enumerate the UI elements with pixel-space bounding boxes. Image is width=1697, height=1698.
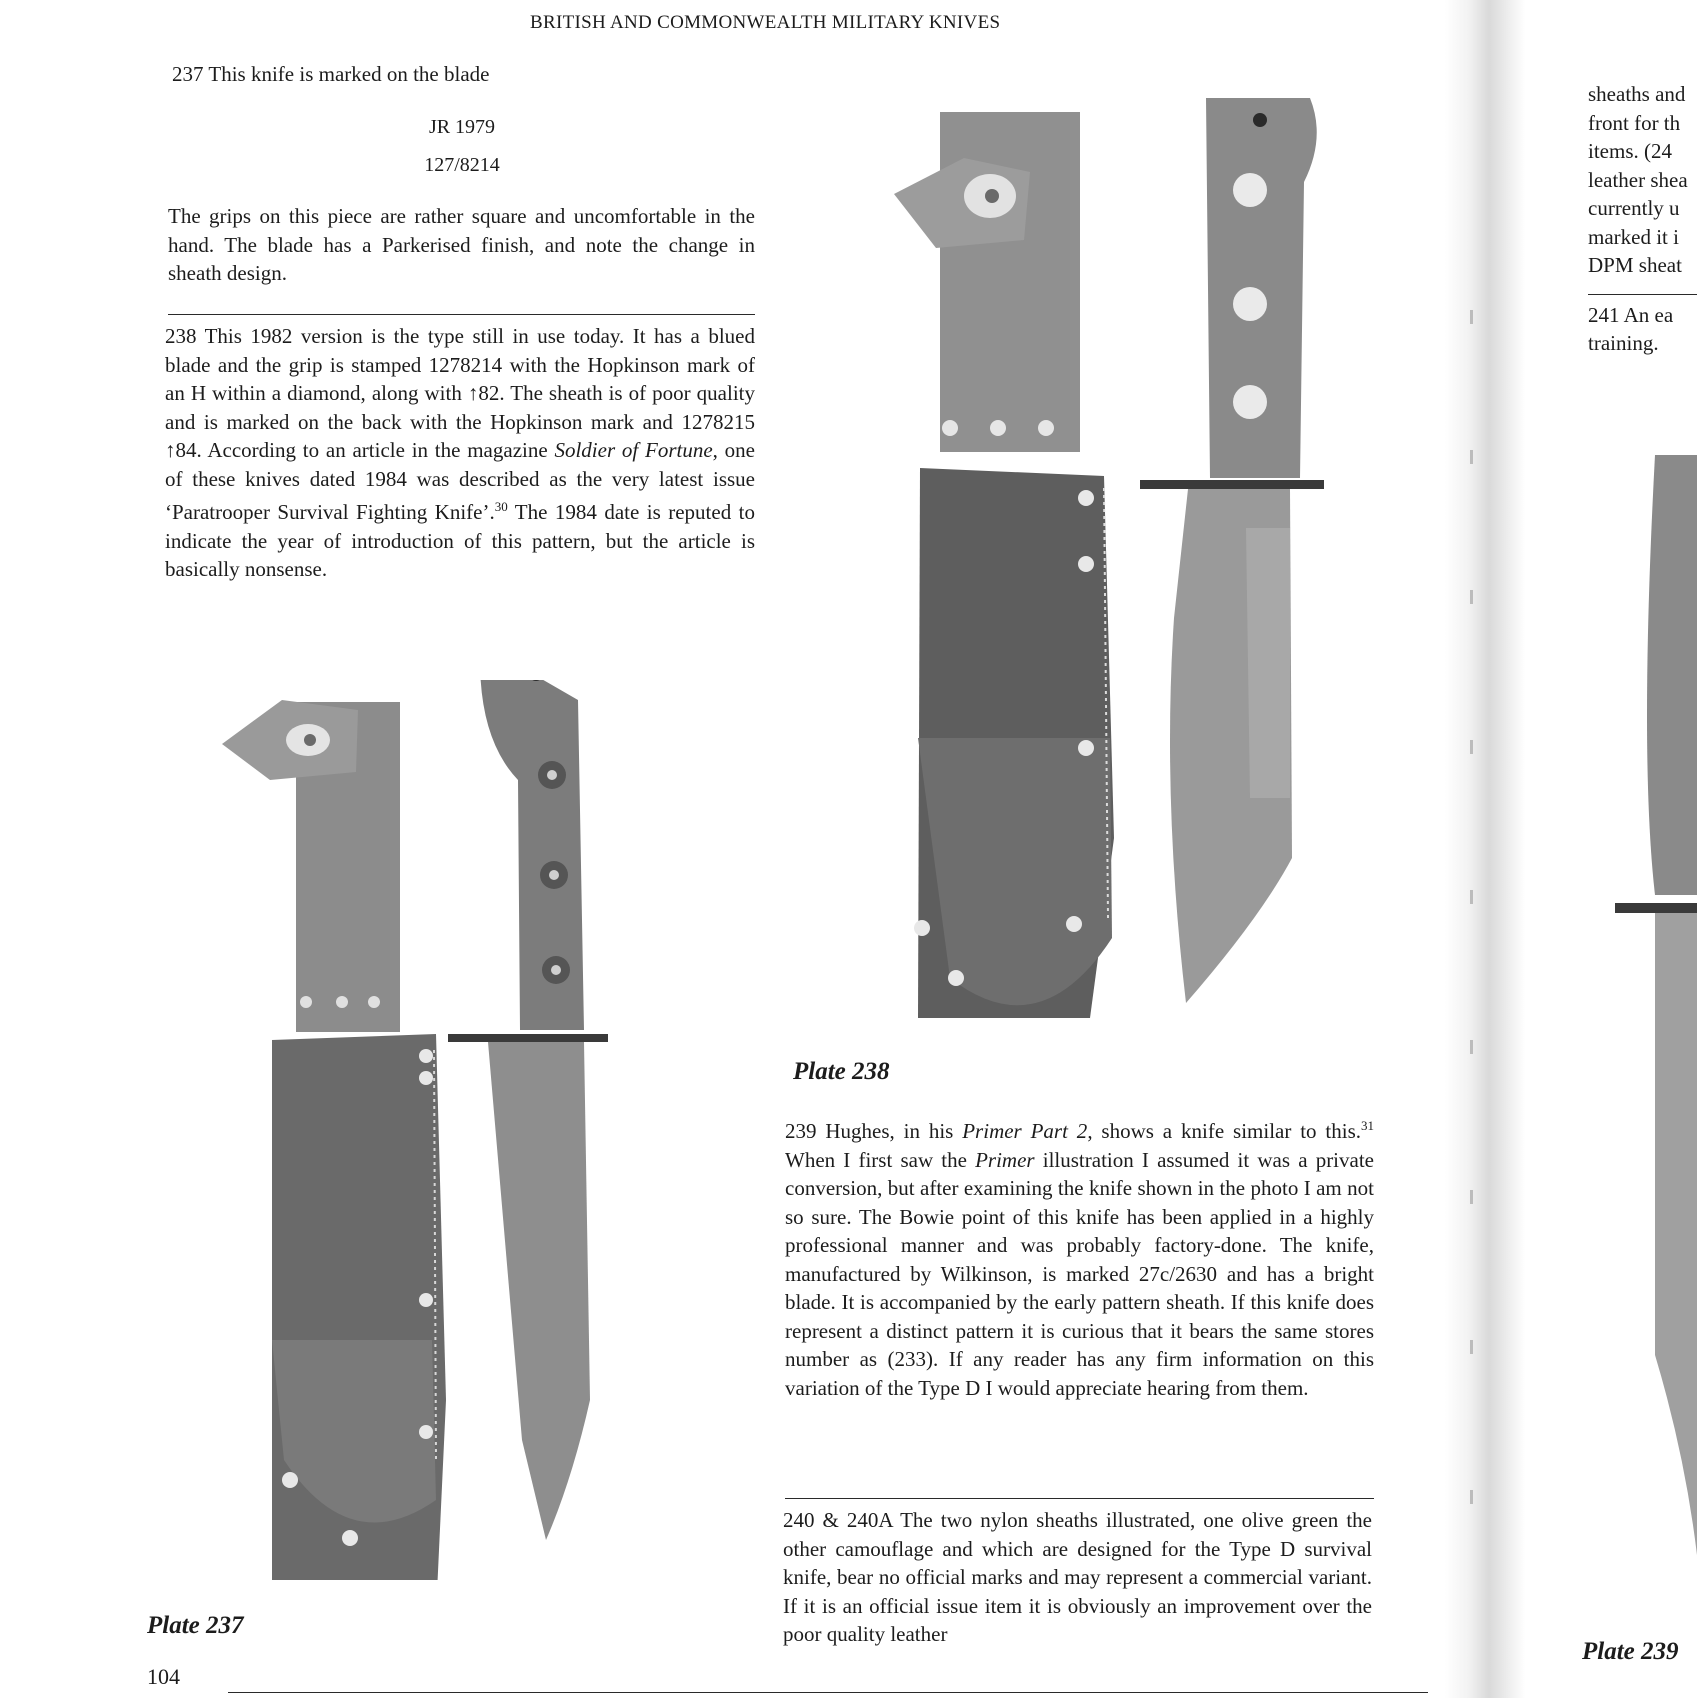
- right-page-line: items. (24: [1588, 139, 1672, 163]
- section-divider: [168, 314, 755, 315]
- entry-237-body: The grips on this piece are rather square and uncomfortable in the hand. The blade has a Parkerised finish, and note the change in sheath design.: [168, 204, 755, 285]
- footnote-ref: 31: [1361, 1118, 1375, 1133]
- right-page-text: [1588, 80, 1697, 390]
- plate-239-photo: [1615, 455, 1697, 1635]
- knife-handle: [1647, 455, 1697, 895]
- right-page-line: DPM sheat: [1588, 253, 1682, 277]
- page-number: 104: [147, 1664, 180, 1689]
- gutter-mark: [1470, 1340, 1473, 1354]
- entry-239-part1: 239 Hughes, in his: [785, 1119, 963, 1143]
- entry-238-part2: , one of these knives dated 1984 was described as the very latest issue ‘Paratrooper Survival Fighting Knife’.: [165, 438, 755, 524]
- entry-238-part1: 238 This 1982 version is the type still in use today. It has a blued blade and the grip is stamped 1278214 with the Hopkinson mark of an H within a diamond, along with ↑82. The sheath is of poor quality and is marked on the back with the Hopkinson mark and 1278215 ↑84. According to an article in the magazine: [165, 324, 755, 462]
- book-gutter: [1445, 0, 1525, 1698]
- gutter-mark: [1470, 740, 1473, 754]
- plate-239-caption: Plate 239: [1582, 1638, 1679, 1665]
- entry-238-text: [165, 322, 755, 584]
- crossguard: [1615, 903, 1697, 913]
- knife-handle: [480, 680, 584, 1030]
- book-title-primer-part-2: Primer Part 2: [962, 1119, 1088, 1143]
- entry-241-line: training.: [1588, 331, 1659, 355]
- entry-237-intro: 237 This knife is marked on the blade: [172, 62, 490, 86]
- running-head: BRITISH AND COMMONWEALTH MILITARY KNIVES: [530, 12, 1001, 33]
- entry-241-line: 241 An ea: [1588, 302, 1674, 327]
- knife-blade: [488, 1042, 590, 1540]
- right-page-line: front for th: [1588, 110, 1681, 135]
- section-divider: [1588, 294, 1697, 295]
- right-page-line: leather shea: [1588, 167, 1688, 192]
- entry-239-part3: When I first saw the: [785, 1147, 976, 1172]
- entry-237-mark-line1: JR 1979: [428, 116, 496, 138]
- footnote-ref: 30: [494, 499, 508, 514]
- knife-handle: [1206, 98, 1317, 478]
- plate-238-photo: [890, 98, 1330, 1043]
- gutter-mark: [1470, 450, 1473, 464]
- entry-239-text: [785, 1112, 1374, 1402]
- crossguard: [448, 1034, 608, 1042]
- gutter-mark: [1470, 890, 1473, 904]
- magazine-title: Soldier of Fortune: [554, 438, 713, 462]
- gutter-mark: [1470, 1490, 1473, 1504]
- plate-238-caption: Plate 238: [793, 1058, 890, 1085]
- crossguard: [1140, 480, 1324, 489]
- plate-237-photo: [200, 680, 670, 1580]
- right-page-line: currently u: [1588, 196, 1680, 220]
- knife-blade: [1655, 913, 1697, 1555]
- gutter-mark: [1470, 590, 1473, 604]
- right-page-line: marked it i: [1588, 224, 1679, 249]
- plate-237-caption: Plate 237: [147, 1612, 244, 1639]
- footer-rule: [228, 1692, 1428, 1693]
- entry-240-text: 240 & 240A The two nylon sheaths illustrated, one olive green the other camouflage and which are designed for the Type D survival knife, bear no official marks and may represent a commercial variant. If it is an official issue item it is obviously an improvement over the poor quality leather: [783, 1508, 1372, 1646]
- book-title-primer: Primer: [975, 1147, 1035, 1172]
- gutter-mark: [1470, 1040, 1473, 1054]
- gutter-mark: [1470, 1190, 1473, 1204]
- entry-237-mark-line2: 127/8214: [424, 154, 500, 176]
- entry-239-part4: illustration I assumed it was a private conversion, but after examining the knife shown in the photo I am not so sure. The Bowie point of this knife has been applied in a highly professional manner and was probably factory-done. The knife, manufactured by Wilkinson, is marked 27c/2630 and has a bright blade. It is accompanied by the early pattern sheath. If this knife does represent a distinct pattern it is curious that it bears the same stores number as (233). If any reader has any firm information on this variation of the Type D I would appreciate hearing from them.: [785, 1147, 1374, 1400]
- gutter-mark: [1470, 310, 1473, 324]
- right-page-line: sheaths and: [1588, 82, 1686, 106]
- entry-238-part3: The 1984 date is reputed to indicate the year of introduction of this pattern, but the article is basically nonsense.: [165, 500, 755, 581]
- section-divider: [785, 1498, 1374, 1499]
- entry-239-part2: , shows a knife similar to this.: [1087, 1119, 1362, 1143]
